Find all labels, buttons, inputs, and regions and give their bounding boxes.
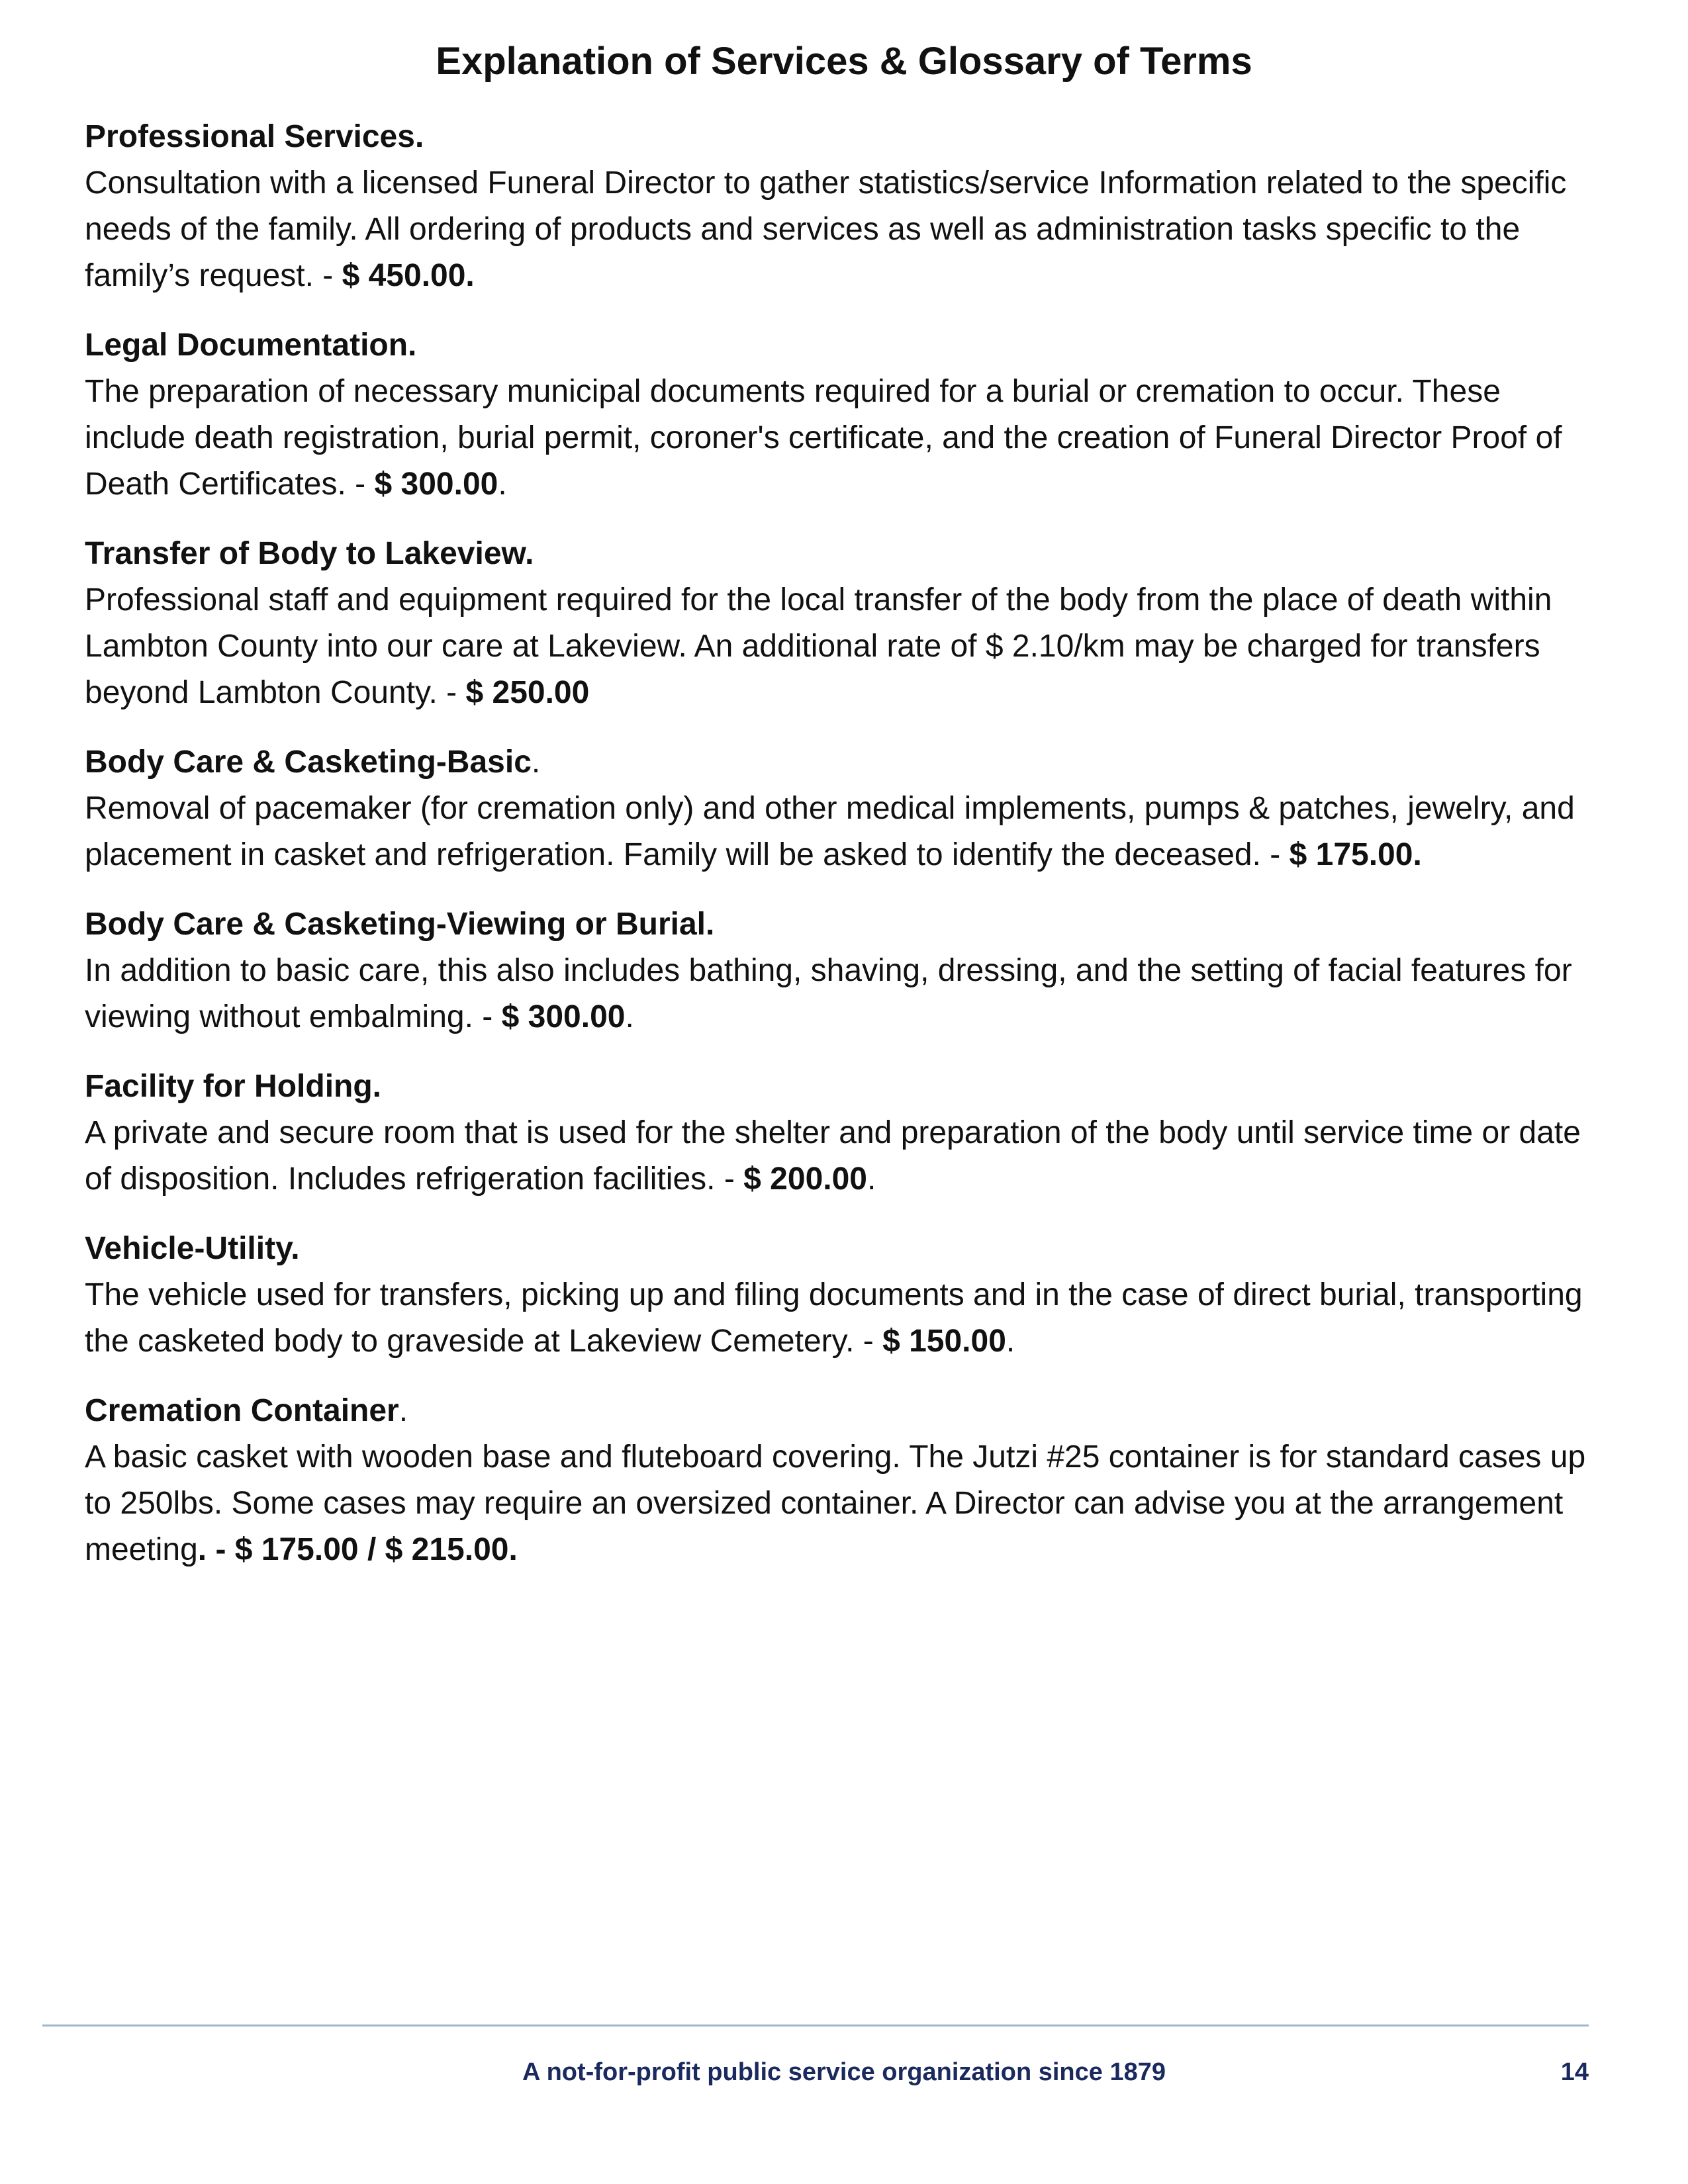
glossary-content [85,114,1607,1596]
term-heading [85,1226,1607,1272]
price-suffix: . [625,999,634,1034]
term-heading [85,531,1607,577]
term-suffix: . [531,745,541,780]
price-label: $ 200.00 [743,1161,867,1197]
term-label: Cremation Container [85,1393,399,1428]
glossary-entry-transfer-of-body [85,531,1607,716]
glossary-entry-legal-documentation [85,322,1607,508]
price-label: $ 175.00. [1289,837,1422,872]
price-suffix: . [1006,1324,1015,1359]
term-label: Legal Documentation. [85,328,417,363]
term-heading [85,1064,1607,1110]
price-label: $ 300.00 [374,467,498,502]
term-description [85,369,1607,508]
glossary-entry-body-care-basic [85,739,1607,878]
price-label: . - $ 175.00 / $ 215.00. [197,1532,518,1567]
glossary-entry-facility-for-holding [85,1064,1607,1203]
term-heading [85,114,1607,160]
term-heading [85,322,1607,369]
price-label: $ 150.00 [882,1324,1006,1359]
price-label: $ 250.00 [465,675,590,710]
page-number: 14 [1560,2058,1589,2086]
description-text: Removal of pacemaker (for cremation only) and other medical implements, pumps & patches, jewelry, and placement in casket and refrigeration. Family will be asked to identify the deceased. - [85,791,1575,872]
description-text: The preparation of necessary municipal documents required for a burial or cremation to occur. These include death registration, burial permit, coroner's certificate, and the creation of Funeral Director Proof of Death Certificates. - [85,374,1562,502]
price-suffix: . [498,467,507,502]
footer-tagline: A not-for-profit public service organization since 1879 [522,2058,1166,2086]
description-text: A basic casket with wooden base and fluteboard covering. The Jutzi #25 container is for standard cases up to 250lbs. Some cases may require an oversized container. A Director can advise you at the arrangement meeting [85,1439,1586,1567]
term-description [85,577,1607,716]
term-description [85,160,1607,299]
price-label: $ 450.00. [342,258,475,293]
price-label: $ 300.00 [501,999,626,1034]
term-label: Facility for Holding. [85,1069,382,1104]
term-label: Vehicle-Utility. [85,1231,300,1266]
term-label: Body Care & Casketing-Basic [85,745,532,780]
term-description [85,786,1607,878]
description-text: Professional staff and equipment required for the local transfer of the body from the place of death within Lambton County into our care at Lakeview. An additional rate of $ 2.10/km may be charged for transfers beyond Lambton County. - [85,582,1552,710]
term-description [85,1434,1607,1573]
description-text: Consultation with a licensed Funeral Director to gather statistics/service Information related to the specific needs of the family. All ordering of products and services as well as administration tasks specific to the family’s request. - [85,165,1567,293]
term-heading [85,1388,1607,1434]
term-label: Transfer of Body to Lakeview. [85,536,534,571]
glossary-entry-vehicle-utility [85,1226,1607,1365]
term-heading [85,901,1607,948]
glossary-entry-cremation-container [85,1388,1607,1573]
glossary-entry-professional-services [85,114,1607,299]
term-suffix: . [399,1393,408,1428]
footer-divider [42,2025,1589,2026]
description-text: In addition to basic care, this also includes bathing, shaving, dressing, and the setting of facial features for viewing without embalming. - [85,953,1572,1034]
page-title: Explanation of Services & Glossary of Terms [436,40,1252,83]
term-heading [85,739,1607,786]
term-label: Professional Services. [85,119,424,154]
term-description [85,1110,1607,1203]
price-suffix: . [867,1161,876,1197]
description-text: The vehicle used for transfers, picking up and filing documents and in the case of direct burial, transporting the casketed body to graveside at Lakeview Cemetery. - [85,1277,1583,1359]
description-text: A private and secure room that is used for the shelter and preparation of the body until service time or date of disposition. Includes refrigeration facilities. - [85,1115,1581,1197]
term-description [85,1272,1607,1365]
term-description [85,948,1607,1040]
glossary-entry-body-care-viewing [85,901,1607,1040]
term-label: Body Care & Casketing-Viewing or Burial. [85,907,715,942]
